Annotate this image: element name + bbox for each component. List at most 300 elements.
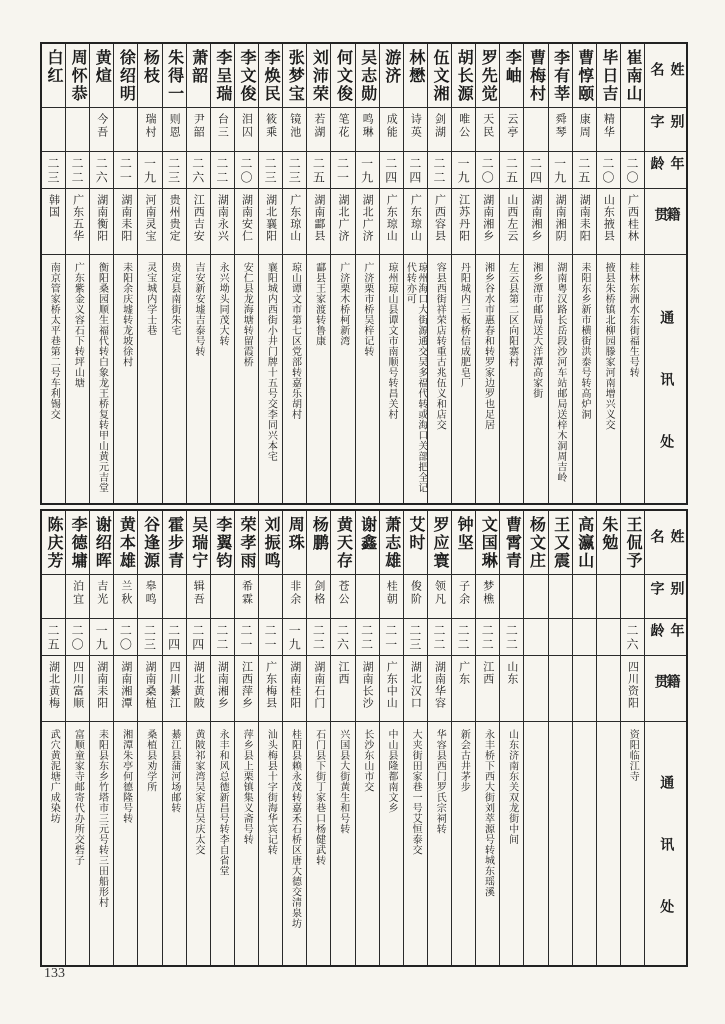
person-age: 二六	[187, 152, 210, 189]
person-name: 吴志勋	[356, 44, 379, 108]
person-origin: 湖南华容	[428, 656, 451, 722]
person-age: 一九	[138, 152, 161, 189]
person-origin	[573, 656, 596, 722]
person-age: 二〇	[476, 152, 499, 189]
page-number: 133	[44, 966, 65, 981]
person-origin: 广东五华	[66, 189, 89, 255]
person-column	[306, 511, 330, 965]
person-courtesy-name: 泊宜	[66, 575, 89, 619]
person-origin: 江西	[476, 656, 499, 722]
person-origin: 贵州贵定	[163, 189, 186, 255]
person-address: 永兴坳头同茂大转	[217, 262, 229, 346]
header-age: 年龄	[645, 152, 686, 189]
person-origin: 湖南桑植	[138, 656, 161, 722]
person-origin: 湖南永兴	[211, 189, 234, 255]
person-column	[548, 44, 572, 503]
person-column	[475, 511, 499, 965]
person-courtesy-name: 成能	[380, 108, 403, 152]
person-name: 伍文湘	[428, 44, 451, 108]
person-name: 王又震	[549, 511, 572, 575]
person-age: 一九	[283, 619, 306, 656]
person-origin: 江苏丹阳	[452, 189, 475, 255]
person-address: 桂林东洲水东街福生号转	[627, 262, 639, 378]
person-origin: 湖南酃县	[307, 189, 330, 255]
person-column	[596, 44, 620, 503]
person-column	[306, 44, 330, 503]
person-origin: 湖南石门	[307, 656, 330, 722]
person-origin: 湖南湘乡	[211, 656, 234, 722]
person-age: 一九	[549, 152, 572, 189]
person-name: 黄煊	[90, 44, 113, 108]
person-origin: 山东	[500, 656, 523, 722]
person-origin: 湖北广济	[356, 189, 379, 255]
person-address: 贵定县南街朱宅	[168, 262, 180, 336]
person-name: 黄天存	[331, 511, 354, 575]
person-name: 徐绍明	[114, 44, 137, 108]
table-header-column	[644, 44, 686, 503]
person-origin: 广东琼山	[283, 189, 306, 255]
person-age: 二三	[138, 619, 161, 656]
person-name: 萧志雄	[380, 511, 403, 575]
person-courtesy-name: 诗英	[404, 108, 427, 152]
person-address: 南京管家桥太平巷第二号车利锡交	[48, 262, 60, 420]
person-address: 綦江县蒲河场邮转	[168, 729, 180, 813]
person-origin: 河南灵宝	[138, 189, 161, 255]
person-column	[258, 44, 282, 503]
person-name: 朱得一	[163, 44, 186, 108]
person-courtesy-name: 希霖	[235, 575, 258, 619]
person-origin: 湖南衡阳	[90, 189, 113, 255]
person-address: 广东紫金义容石下转坪山塘	[72, 262, 84, 388]
person-age: 二五	[42, 619, 65, 656]
person-origin: 湖南耒阳	[573, 189, 596, 255]
person-column	[258, 511, 282, 965]
person-courtesy-name	[573, 575, 596, 619]
header-address: 通讯处	[658, 310, 674, 496]
person-courtesy-name: 泪囚	[235, 108, 258, 152]
person-age: 二二	[428, 619, 451, 656]
person-age: 二五	[307, 152, 330, 189]
person-address: 山东济南东关双龙街中间	[506, 729, 518, 845]
person-name: 李文俊	[235, 44, 258, 108]
directory-tables	[40, 42, 688, 967]
person-address: 琼州海口大街源通交吴多福代转或海口关部把全记代转亦可	[404, 262, 427, 493]
person-column	[403, 44, 427, 503]
person-column	[282, 511, 306, 965]
person-name: 谢鑫	[356, 511, 379, 575]
person-courtesy-name	[621, 108, 644, 152]
person-address: 耒阳余庆墟转龙坡徐村	[120, 262, 132, 367]
person-name: 李德墉	[66, 511, 89, 575]
person-name: 崔南山	[621, 44, 644, 108]
person-age: 二四	[380, 152, 403, 189]
person-name: 罗先觉	[476, 44, 499, 108]
person-courtesy-name	[259, 575, 282, 619]
person-column	[330, 44, 354, 503]
person-age: 二五	[573, 152, 596, 189]
person-address: 中山县隆都南文乡	[385, 729, 397, 813]
person-origin: 江西吉安	[187, 189, 210, 255]
person-origin: 湖南湘潭	[114, 656, 137, 722]
person-courtesy-name: 台三	[211, 108, 234, 152]
person-courtesy-name: 剑格	[307, 575, 330, 619]
person-courtesy-name: 筱乘	[259, 108, 282, 152]
person-address: 湘乡潭市邮局送大洋潭高家街	[530, 262, 542, 399]
person-name: 张梦宝	[283, 44, 306, 108]
person-column	[451, 511, 475, 965]
person-courtesy-name	[500, 575, 523, 619]
person-column	[330, 511, 354, 965]
directory-table-bottom	[40, 509, 688, 967]
person-name: 高瀛山	[573, 511, 596, 575]
person-origin: 湖南耒阳	[114, 189, 137, 255]
person-origin: 湖北黄梅	[42, 656, 65, 722]
person-courtesy-name	[66, 108, 89, 152]
person-column	[137, 44, 161, 503]
person-address: 兴国县大街黄生和号转	[337, 729, 349, 834]
person-address: 湘乡谷水市惠春和转罗家边罗也足居	[482, 262, 494, 430]
person-name: 李翼钧	[211, 511, 234, 575]
person-origin: 四川资阳	[621, 656, 644, 722]
person-column	[162, 511, 186, 965]
person-courtesy-name: 精华	[597, 108, 620, 152]
person-address: 武穴黄泥塘广成染坊	[48, 729, 60, 824]
person-age: 二〇	[597, 152, 620, 189]
person-address: 安仁县龙海塘转留霞桥	[241, 262, 253, 367]
person-courtesy-name	[356, 575, 379, 619]
person-origin: 韩国	[42, 189, 65, 255]
person-column	[65, 44, 89, 503]
person-address: 永丰桥下西大街刘萃源号转城东瑶溪	[482, 729, 494, 897]
person-column	[113, 511, 137, 965]
person-age: 二三	[283, 152, 306, 189]
person-column	[427, 44, 451, 503]
person-address: 广济栗木桥柯新湾	[337, 262, 349, 346]
person-name: 谢绍晖	[90, 511, 113, 575]
person-address: 襄阳城内西街小井门牌十五号交李同兴本宅	[265, 262, 277, 462]
person-origin: 四川富顺	[66, 656, 89, 722]
person-name: 白红	[42, 44, 65, 108]
person-origin	[549, 656, 572, 722]
person-origin: 湖北黄陂	[187, 656, 210, 722]
person-column	[113, 44, 137, 503]
person-courtesy-name: 吉光	[90, 575, 113, 619]
person-origin: 广东琼山	[404, 189, 427, 255]
person-address: 左云县第二区向阳寨村	[506, 262, 518, 367]
person-age: 二一	[114, 152, 137, 189]
person-age: 二六	[90, 152, 113, 189]
person-courtesy-name: 领凡	[428, 575, 451, 619]
person-name: 林懋	[404, 44, 427, 108]
person-origin: 湖北汉口	[404, 656, 427, 722]
header-name: 姓名	[645, 44, 686, 108]
person-age: 二五	[500, 152, 523, 189]
person-origin: 广东中山	[380, 656, 403, 722]
person-origin: 山西左云	[500, 189, 523, 255]
person-age	[573, 619, 596, 656]
person-address: 湘潭朱亭何德隆号转	[120, 729, 132, 824]
person-column	[572, 511, 596, 965]
person-column	[572, 44, 596, 503]
person-name: 刘振鸣	[259, 511, 282, 575]
person-age	[549, 619, 572, 656]
person-age: 二二	[66, 152, 89, 189]
person-column	[186, 511, 210, 965]
person-name: 周珠	[283, 511, 306, 575]
person-address: 资阳临江寺	[627, 729, 639, 782]
person-name: 游济	[380, 44, 403, 108]
person-name: 李焕民	[259, 44, 282, 108]
person-courtesy-name: 笔花	[331, 108, 354, 152]
person-courtesy-name: 天民	[476, 108, 499, 152]
person-courtesy-name	[549, 575, 572, 619]
person-age: 二〇	[621, 152, 644, 189]
person-courtesy-name	[621, 575, 644, 619]
person-courtesy-name: 梦樵	[476, 575, 499, 619]
person-age: 二二	[356, 619, 379, 656]
person-age: 二四	[404, 152, 427, 189]
person-age: 二一	[259, 619, 282, 656]
person-name: 杨文庄	[524, 511, 547, 575]
person-address	[573, 722, 596, 965]
person-address: 琼州琼山县谭文市南顺号转昌关村	[385, 262, 397, 420]
person-name: 荣孝雨	[235, 511, 258, 575]
directory-table-top	[40, 42, 688, 505]
person-origin: 广东	[452, 656, 475, 722]
person-age: 一九	[356, 152, 379, 189]
person-origin: 湖北广济	[331, 189, 354, 255]
person-column	[379, 44, 403, 503]
person-age: 二三	[42, 152, 65, 189]
person-name: 霍步青	[163, 511, 186, 575]
person-age: 二四	[524, 152, 547, 189]
person-age: 二二	[211, 152, 234, 189]
person-age: 一九	[452, 152, 475, 189]
person-name: 何文俊	[331, 44, 354, 108]
person-column	[499, 44, 523, 503]
person-courtesy-name: 云亭	[500, 108, 523, 152]
person-courtesy-name	[42, 108, 65, 152]
person-name: 王侃予	[621, 511, 644, 575]
person-column	[137, 511, 161, 965]
header-origin: 籍贯	[645, 656, 686, 722]
person-courtesy-name: 桂朝	[380, 575, 403, 619]
person-column	[234, 511, 258, 965]
header-courtesy: 别字	[645, 575, 686, 619]
person-column	[523, 44, 547, 503]
person-address	[597, 722, 620, 965]
person-origin: 山东掖县	[597, 189, 620, 255]
person-name: 周怀恭	[66, 44, 89, 108]
person-age	[597, 619, 620, 656]
person-courtesy-name: 尹韶	[187, 108, 210, 152]
person-address: 丹阳城内三板桥信成肥皂厂	[458, 262, 470, 388]
person-address: 酃县王家渡转鲁康	[313, 262, 325, 346]
person-column	[210, 44, 234, 503]
person-column	[403, 511, 427, 965]
person-column	[499, 511, 523, 965]
person-address: 石门县下街丁家巷口杨健武转	[313, 729, 325, 866]
person-courtesy-name: 非余	[283, 575, 306, 619]
person-address: 耒阳县东乡竹塔市三元号转三田船形村	[96, 729, 108, 908]
person-address: 黄陂祁家湾吴家店吴庆太交	[192, 729, 204, 855]
person-courtesy-name: 子余	[452, 575, 475, 619]
person-age: 二二	[211, 619, 234, 656]
person-address	[549, 722, 572, 965]
person-courtesy-name	[524, 108, 547, 152]
person-column	[65, 511, 89, 965]
person-name: 谷逢源	[138, 511, 161, 575]
person-name: 胡长源	[452, 44, 475, 108]
person-column	[596, 511, 620, 965]
person-address: 耒阳东乡新市横街洪泰号转高炉洞	[578, 262, 590, 420]
person-courtesy-name: 康周	[573, 108, 596, 152]
person-courtesy-name: 舜琴	[549, 108, 572, 152]
person-origin: 湖南安仁	[235, 189, 258, 255]
person-origin: 湖南湘乡	[476, 189, 499, 255]
person-name: 陈庆芳	[42, 511, 65, 575]
person-origin: 广东琼山	[380, 189, 403, 255]
person-courtesy-name: 苍公	[331, 575, 354, 619]
person-age: 二六	[621, 619, 644, 656]
person-age: 二二	[500, 619, 523, 656]
person-age: 二二	[428, 152, 451, 189]
person-age: 二〇	[66, 619, 89, 656]
person-name: 杨鹏	[307, 511, 330, 575]
person-address: 灵宝城内学士巷	[144, 262, 156, 336]
person-origin: 江西	[331, 656, 354, 722]
person-origin: 四川綦江	[163, 656, 186, 722]
person-column	[282, 44, 306, 503]
person-column	[379, 511, 403, 965]
person-address: 容县西街祥荣店转重古兆伍义和店交	[434, 262, 446, 430]
person-age: 二四	[163, 619, 186, 656]
person-address: 吉安新安墟吉泰号转	[192, 262, 204, 357]
person-column	[355, 44, 379, 503]
person-origin: 湖北襄阳	[259, 189, 282, 255]
person-courtesy-name	[163, 575, 186, 619]
person-courtesy-name: 俊阶	[404, 575, 427, 619]
person-column	[620, 511, 644, 965]
header-age: 年龄	[645, 619, 686, 656]
person-age: 二三	[259, 152, 282, 189]
person-origin: 湖南长沙	[356, 656, 379, 722]
person-column	[427, 511, 451, 965]
person-name: 萧韶	[187, 44, 210, 108]
person-column	[475, 44, 499, 503]
person-name: 吴瑞宁	[187, 511, 210, 575]
person-age: 二二	[452, 619, 475, 656]
person-address: 掖县朱桥镇北柳园滕家河南增兴义交	[603, 262, 615, 430]
person-name: 曹惇颐	[573, 44, 596, 108]
person-origin	[524, 656, 547, 722]
person-name: 曹霄青	[500, 511, 523, 575]
person-name: 黄本雄	[114, 511, 137, 575]
person-courtesy-name	[114, 108, 137, 152]
person-courtesy-name: 瑞村	[138, 108, 161, 152]
person-address: 大夹街田家巷一号艾恒泰交	[410, 729, 422, 855]
person-address: 广济栗市桥吴梓记转	[361, 262, 373, 357]
person-age: 二三	[163, 152, 186, 189]
person-column	[451, 44, 475, 503]
person-address: 汕头梅县十字街海华宾记转	[265, 729, 277, 855]
person-courtesy-name	[42, 575, 65, 619]
person-column	[523, 511, 547, 965]
person-origin: 湖南湘阴	[549, 189, 572, 255]
person-courtesy-name: 则恩	[163, 108, 186, 152]
person-age: 二一	[235, 619, 258, 656]
person-address	[524, 722, 547, 965]
person-courtesy-name	[524, 575, 547, 619]
header-name: 姓名	[645, 511, 686, 575]
person-courtesy-name: 辑吾	[187, 575, 210, 619]
person-age: 二六	[331, 619, 354, 656]
person-name: 曹梅村	[524, 44, 547, 108]
person-courtesy-name: 镜池	[283, 108, 306, 152]
header-origin: 籍贯	[645, 189, 686, 255]
person-address: 长沙东山市交	[361, 729, 373, 792]
person-column	[234, 44, 258, 503]
person-courtesy-name	[597, 575, 620, 619]
person-column	[548, 511, 572, 965]
header-courtesy: 别字	[645, 108, 686, 152]
person-name: 李呈瑞	[211, 44, 234, 108]
person-origin	[597, 656, 620, 722]
person-name: 艾时	[404, 511, 427, 575]
person-origin: 湖南耒阳	[90, 656, 113, 722]
person-age: 二二	[476, 619, 499, 656]
person-address: 永丰和风总德新昌号转李自省堂	[217, 729, 229, 876]
person-column	[210, 511, 234, 965]
person-address: 桑植县劝学所	[144, 729, 156, 792]
person-age: 二三	[404, 619, 427, 656]
person-address: 桂阳县赖永茂转嘉禾石桥区唐大德交清泉坊	[289, 729, 301, 929]
person-age: 二二	[307, 619, 330, 656]
person-name: 文国琳	[476, 511, 499, 575]
person-name: 朱勉	[597, 511, 620, 575]
person-column	[186, 44, 210, 503]
person-age: 二一	[331, 152, 354, 189]
person-courtesy-name: 今吾	[90, 108, 113, 152]
person-name: 钟坚	[452, 511, 475, 575]
person-origin: 湖南湘乡	[524, 189, 547, 255]
person-address: 湖南粤汉路长岳段沙河车站邮局送梓木洞周吉岭	[554, 262, 566, 483]
table-header-column	[644, 511, 686, 965]
person-courtesy-name: 鸣琳	[356, 108, 379, 152]
person-column	[42, 44, 65, 503]
person-age: 二〇	[114, 619, 137, 656]
person-column	[89, 511, 113, 965]
person-origin: 广西容县	[428, 189, 451, 255]
person-name: 李有莘	[549, 44, 572, 108]
person-column	[355, 511, 379, 965]
person-name: 刘沛荣	[307, 44, 330, 108]
person-age: 二一	[380, 619, 403, 656]
person-age	[524, 619, 547, 656]
person-name: 李岫	[500, 44, 523, 108]
person-address: 衡阳桑园顺生福代转白象龙王桥复转甲山黄元吉堂	[96, 262, 108, 493]
person-courtesy-name: 皋鸣	[138, 575, 161, 619]
person-name: 罗应寰	[428, 511, 451, 575]
person-address: 华容县西门罗氏宗祠转	[434, 729, 446, 834]
person-age: 二〇	[235, 152, 258, 189]
person-name: 杨枝	[138, 44, 161, 108]
person-courtesy-name: 唯公	[452, 108, 475, 152]
person-courtesy-name	[211, 575, 234, 619]
person-courtesy-name: 若湖	[307, 108, 330, 152]
person-age: 一九	[90, 619, 113, 656]
person-age: 二四	[187, 619, 210, 656]
